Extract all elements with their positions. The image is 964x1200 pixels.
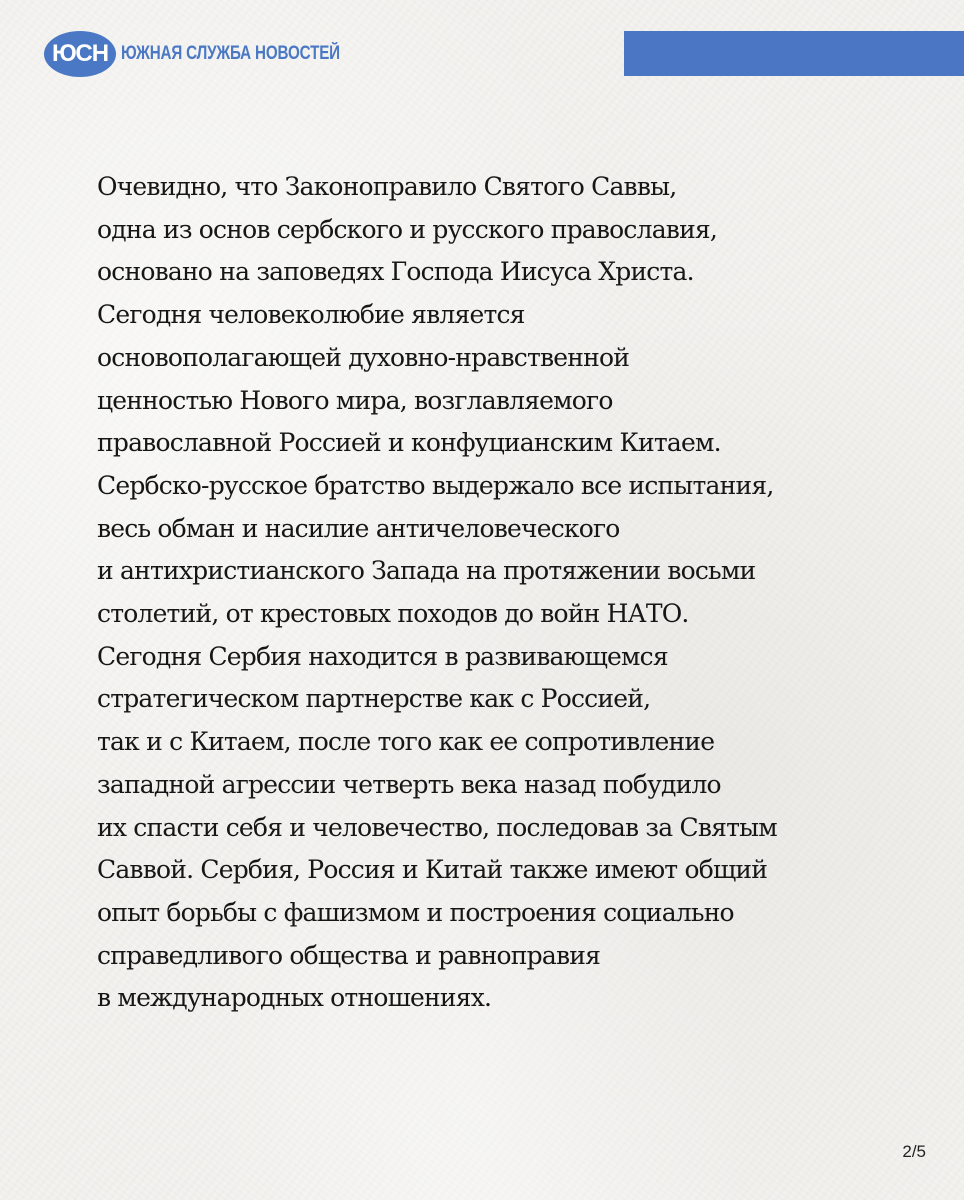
article-line: основано на заповедях Господа Иисуса Христа. xyxy=(97,257,694,287)
article-line: западной агрессии четверть века назад побудило xyxy=(97,769,721,799)
article-line: Саввой. Сербия, Россия и Китай также имеют общий xyxy=(97,855,768,885)
article-line: опыт борьбы с фашизмом и построения социально xyxy=(97,897,734,927)
article-line: так и с Китаем, после того как ее сопротивление xyxy=(97,727,715,757)
article-line: одна из основ сербского и русского православия, xyxy=(97,214,718,244)
article-line: справедливого общества и равноправия xyxy=(97,940,601,970)
article-line: в международных отношениях. xyxy=(97,983,492,1013)
article-line: весь обман и насилие античеловеческого xyxy=(97,513,620,543)
article-line: Очевидно, что Законоправило Святого Саввы, xyxy=(97,172,677,201)
article-line: Сегодня Сербия находится в развивающемся xyxy=(97,641,668,671)
page-indicator: 2/5 xyxy=(902,1142,926,1161)
article-line: стратегическом партнерстве как с Россией, xyxy=(97,684,651,714)
article-line: ценностью Нового мира, возглавляемого xyxy=(97,385,613,415)
article-line: православной Россией и конфуцианским Китаем. xyxy=(97,428,721,458)
logo-name: ЮЖНАЯ СЛУЖБА НОВОСТЕЙ xyxy=(121,43,340,64)
article-line: столетий, от крестовых походов до войн НАТО. xyxy=(97,599,689,629)
article-line: Сегодня человеколюбие является xyxy=(97,300,525,330)
header-accent-bar xyxy=(624,31,964,76)
logo-badge: ЮСН xyxy=(44,31,116,77)
article-body xyxy=(97,166,937,1020)
header xyxy=(0,0,964,110)
article-line: их спасти себя и человечество, последовав за Святым xyxy=(97,812,777,842)
article-line: основополагающей духовно-нравственной xyxy=(97,342,630,372)
logo[interactable] xyxy=(44,30,395,78)
article-line: и антихристианского Запада на протяжении восьми xyxy=(97,556,756,586)
article-line: Сербско-русское братство выдержало все испытания, xyxy=(97,470,774,500)
